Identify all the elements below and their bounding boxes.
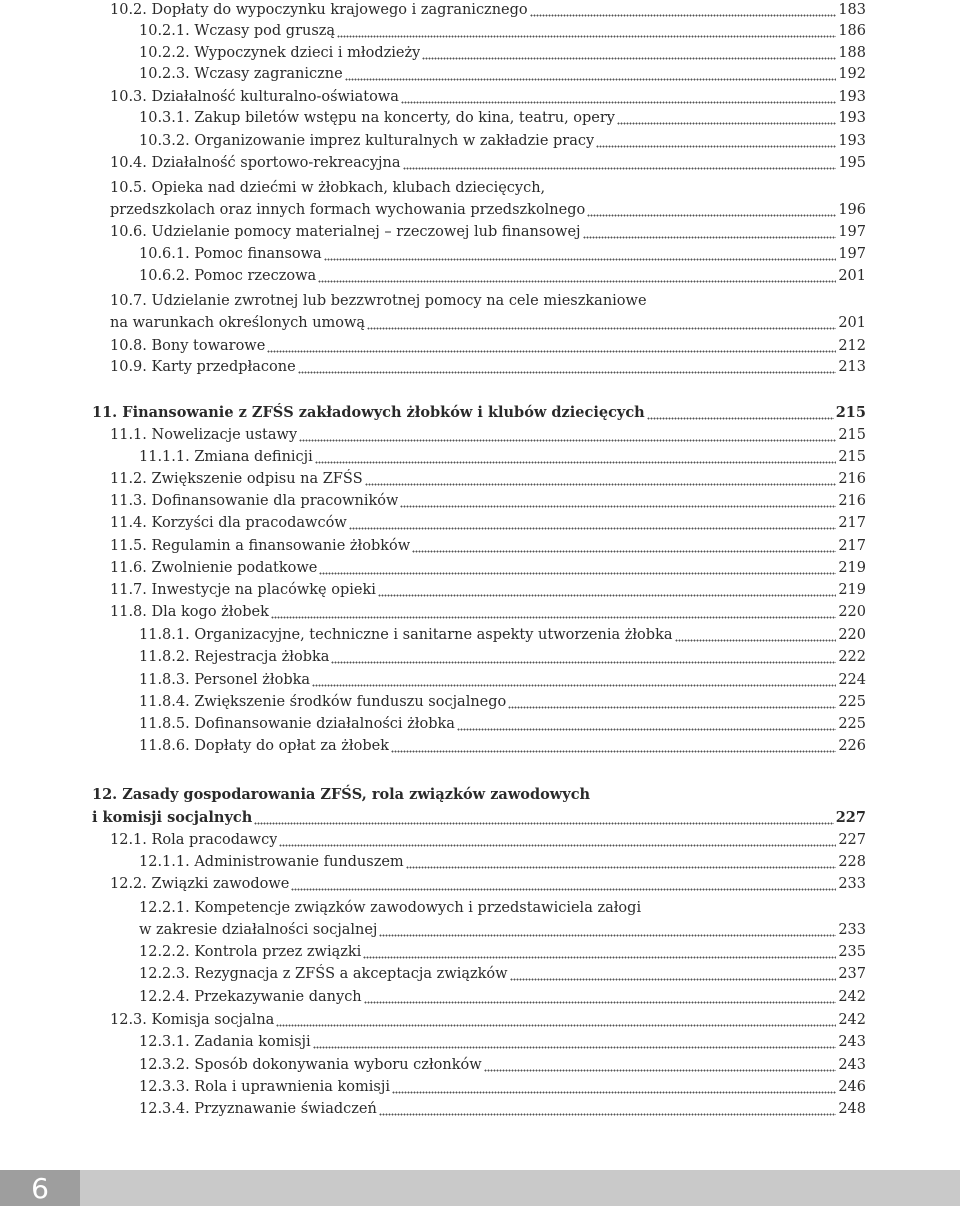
toc-entry-page: 217 — [838, 515, 866, 531]
toc-entry — [139, 266, 866, 286]
toc-entry — [139, 942, 866, 962]
toc-entry-page: 183 — [838, 2, 866, 18]
toc-entry-page: 237 — [838, 966, 866, 982]
toc-entry-page: 235 — [838, 944, 866, 960]
toc-entry-page: 219 — [838, 582, 866, 598]
dot-leader — [379, 920, 836, 940]
dot-leader — [457, 714, 836, 734]
dot-leader — [596, 131, 836, 151]
toc-entry-title: 12.3.2. Sposób dokonywania wyboru członków — [139, 1057, 482, 1073]
dot-leader — [391, 736, 836, 756]
dot-leader — [508, 692, 836, 712]
toc-entry-title: 11.1. Nowelizacje ustawy — [110, 427, 298, 443]
dot-leader — [364, 987, 837, 1007]
toc-entry-page: 193 — [838, 110, 866, 126]
page-number: 6 — [0, 1170, 80, 1206]
dot-leader — [363, 942, 836, 962]
toc-entry-title: 11.3. Dofinansowanie dla pracowników — [110, 493, 399, 509]
dot-leader — [312, 670, 836, 690]
toc-entry-page: 195 — [838, 155, 866, 171]
toc-entry — [139, 108, 866, 128]
toc-entry-page: 222 — [838, 649, 866, 665]
dot-leader — [379, 1099, 837, 1119]
dot-leader — [267, 336, 836, 356]
toc-entry — [139, 670, 866, 690]
toc-entry-page: 242 — [838, 1012, 866, 1028]
toc-entry — [139, 898, 866, 918]
toc-entry-page: 216 — [838, 493, 866, 509]
toc-entry-page: 201 — [838, 315, 866, 331]
toc-entry — [139, 647, 866, 667]
toc-entry — [139, 692, 866, 712]
toc-entry-page: 246 — [838, 1079, 866, 1095]
toc-entry-page: 201 — [838, 268, 866, 284]
dot-leader — [349, 513, 837, 533]
toc-entry — [110, 874, 866, 894]
dot-leader — [298, 357, 837, 377]
toc-entry-page: 212 — [838, 338, 866, 354]
toc-entry — [110, 336, 866, 356]
toc-entry-page: 224 — [838, 672, 866, 688]
toc-entry-title: 11.8.6. Dopłaty do opłat za żłobek — [139, 738, 389, 754]
dot-leader — [315, 447, 837, 467]
toc-entry-page: 197 — [838, 224, 866, 240]
toc-entry-title: 11. Finansowanie z ZFŚS zakładowych żłobków i klubów dziecięcych — [92, 404, 645, 421]
toc-entry-title: 11.8. Dla kogo żłobek — [110, 604, 269, 620]
toc-entry-page: 193 — [838, 89, 866, 105]
toc-entry — [139, 920, 866, 940]
dot-leader — [617, 108, 836, 128]
toc-entry-page: 248 — [838, 1101, 866, 1117]
toc-entry-page: 233 — [838, 922, 866, 938]
toc-entry-title: 10.9. Karty przedpłacone — [110, 359, 296, 375]
toc-entry — [110, 425, 866, 445]
toc-entry-page: 227 — [838, 832, 866, 848]
toc-entry-title: 12.2.3. Rezygnacja z ZFŚS a akceptacja związków — [139, 966, 508, 982]
toc-entry-title: 12.2.2. Kontrola przez związki — [139, 944, 362, 960]
toc-entry — [139, 64, 866, 84]
toc-entry-page: 216 — [838, 471, 866, 487]
toc-entry — [139, 987, 866, 1007]
toc-entry — [110, 469, 866, 489]
toc-entry — [110, 87, 866, 107]
dot-leader — [318, 266, 836, 286]
toc-entry-title: 11.8.3. Personel żłobka — [139, 672, 311, 688]
dot-leader — [365, 469, 837, 489]
toc-entry — [110, 830, 866, 850]
toc-entry-title: 10.2.1. Wczasy pod gruszą — [139, 23, 336, 39]
toc-entry-page: 215 — [838, 449, 866, 465]
toc-entry — [139, 964, 866, 984]
toc-entry-title: na warunkach określonych umową — [110, 315, 366, 331]
toc-entry-page: 186 — [838, 23, 866, 39]
toc-entry-page: 228 — [838, 854, 866, 870]
toc-entry-title: 11.1.1. Zmiana definicji — [139, 449, 313, 465]
dot-leader — [367, 313, 836, 333]
toc-entry — [110, 536, 866, 556]
toc-entry-title: 11.8.5. Dofinansowanie działalności żłobka — [139, 716, 455, 732]
toc-entry-page: 226 — [838, 738, 866, 754]
toc-entry-title: 10.3.2. Organizowanie imprez kulturalnych w zakładzie pracy — [139, 133, 595, 149]
toc-entry-title: 12.3.3. Rola i uprawnienia komisji — [139, 1079, 390, 1095]
toc-entry — [110, 291, 866, 311]
toc-entry-title: 12.3. Komisja socjalna — [110, 1012, 275, 1028]
toc-entry — [110, 0, 866, 20]
dot-leader — [291, 874, 836, 894]
toc-entry-title: 11.8.4. Zwiększenie środków funduszu socjalnego — [139, 694, 507, 710]
dot-leader — [324, 244, 837, 264]
toc-entry-page: 193 — [838, 133, 866, 149]
toc-entry-title: 11.2. Zwiększenie odpisu na ZFŚS — [110, 471, 363, 487]
dot-leader — [510, 964, 837, 984]
dot-leader — [276, 1010, 836, 1030]
toc-entry-page: 225 — [838, 694, 866, 710]
toc-entry — [139, 736, 866, 756]
toc-entry-title: 12.2.4. Przekazywanie danych — [139, 989, 362, 1005]
toc-entry — [110, 178, 866, 198]
dot-leader — [587, 200, 836, 220]
dot-leader — [401, 87, 836, 107]
footer-bar — [0, 1170, 960, 1206]
toc-entry — [139, 852, 866, 872]
dot-leader — [412, 536, 836, 556]
toc-entry-title: 11.8.1. Organizacyjne, techniczne i sanitarne aspekty utworzenia żłobka — [139, 627, 673, 643]
dot-leader — [337, 21, 836, 41]
toc-entry — [110, 357, 866, 377]
toc-entry-title: 10.2.2. Wypoczynek dzieci i młodzieży — [139, 45, 421, 61]
toc-entry-page: 215 — [835, 404, 866, 421]
toc-entry — [110, 580, 866, 600]
toc-entry-page: 243 — [838, 1034, 866, 1050]
dot-leader — [378, 580, 836, 600]
toc-entry-title: 12.3.4. Przyznawanie świadczeń — [139, 1101, 377, 1117]
dot-leader — [299, 425, 836, 445]
toc-entry — [110, 558, 866, 578]
toc-entry-title: 10.2.3. Wczasy zagraniczne — [139, 66, 343, 82]
toc-entry-title: 10.6. Udzielanie pomocy materialnej – rzeczowej lub finansowej — [110, 224, 581, 240]
toc-entry-page: 220 — [838, 604, 866, 620]
toc-entry — [92, 808, 866, 828]
dot-leader — [319, 558, 836, 578]
toc-entry — [110, 153, 866, 173]
toc-entry-page: 196 — [838, 202, 866, 218]
dot-leader — [392, 1077, 836, 1097]
toc-entry — [139, 244, 866, 264]
dot-leader — [403, 153, 837, 173]
toc-entry-title: 12. Zasady gospodarowania ZFŚS, rola związków zawodowych — [92, 786, 591, 803]
toc-entry — [139, 625, 866, 645]
toc-entry-page: 217 — [838, 538, 866, 554]
toc-entry-title: 10.5. Opieka nad dziećmi w żłobkach, klubach dziecięcych, — [110, 180, 546, 196]
dot-leader — [345, 64, 837, 84]
toc-entry-page: 215 — [838, 427, 866, 443]
dot-leader — [583, 222, 837, 242]
toc-entry-title: 10.8. Bony towarowe — [110, 338, 266, 354]
toc-entry — [92, 403, 866, 423]
dot-leader — [331, 647, 836, 667]
toc-entry-title: 12.3.1. Zadania komisji — [139, 1034, 311, 1050]
toc-entry-title: 10.6.2. Pomoc rzeczowa — [139, 268, 317, 284]
toc-entry-title: przedszkolach oraz innych formach wychowania przedszkolnego — [110, 202, 586, 218]
toc-entry-page: 192 — [838, 66, 866, 82]
toc-entry — [110, 313, 866, 333]
toc-entry-title: 10.4. Działalność sportowo-rekreacyjna — [110, 155, 401, 171]
toc-entry-title: 10.3. Działalność kulturalno-oświatowa — [110, 89, 399, 105]
toc-entry-page: 233 — [838, 876, 866, 892]
dot-leader — [647, 403, 834, 423]
toc-entry-title: w zakresie działalności socjalnej — [139, 922, 378, 938]
toc-entry-page: 213 — [838, 359, 866, 375]
toc-entry — [139, 447, 866, 467]
toc-entry-page: 197 — [838, 246, 866, 262]
toc-entry-page: 220 — [838, 627, 866, 643]
toc-entry-page: 227 — [835, 809, 866, 826]
dot-leader — [279, 830, 836, 850]
toc-entry — [139, 714, 866, 734]
toc-entry-page: 243 — [838, 1057, 866, 1073]
toc-entry — [139, 1032, 866, 1052]
toc-entry-page: 188 — [838, 45, 866, 61]
toc-entry-title: 11.4. Korzyści dla pracodawców — [110, 515, 347, 531]
toc-entry-title: 12.1. Rola pracodawcy — [110, 832, 278, 848]
toc-entry-title: 12.1.1. Administrowanie funduszem — [139, 854, 404, 870]
toc-entry-title: 10.3.1. Zakup biletów wstępu na koncerty, do kina, teatru, opery — [139, 110, 616, 126]
toc-entry — [139, 21, 866, 41]
toc-entry-title: 10.2. Dopłaty do wypoczynku krajowego i zagranicznego — [110, 2, 528, 18]
toc-entry-title: 12.2. Związki zawodowe — [110, 876, 290, 892]
toc-entry — [139, 1099, 866, 1119]
toc-entry-title: 10.7. Udzielanie zwrotnej lub bezzwrotnej pomocy na cele mieszkaniowe — [110, 293, 647, 309]
toc-entry — [110, 222, 866, 242]
dot-leader — [675, 625, 837, 645]
dot-leader — [400, 491, 836, 511]
dot-leader — [271, 602, 836, 622]
toc-entry — [139, 1055, 866, 1075]
dot-leader — [484, 1055, 837, 1075]
dot-leader — [530, 0, 837, 20]
toc-entry — [92, 785, 866, 805]
toc-entry-page: 225 — [838, 716, 866, 732]
toc-entry — [110, 513, 866, 533]
dot-leader — [313, 1032, 837, 1052]
toc-entry — [139, 43, 866, 63]
toc-entry-title: 11.7. Inwestycje na placówkę opieki — [110, 582, 376, 598]
toc-entry — [110, 200, 866, 220]
dot-leader — [254, 808, 833, 828]
toc-entry-title: i komisji socjalnych — [92, 809, 253, 826]
toc-entry — [110, 602, 866, 622]
toc-entry — [110, 491, 866, 511]
toc-entry-title: 11.8.2. Rejestracja żłobka — [139, 649, 330, 665]
toc-entry-page: 242 — [838, 989, 866, 1005]
toc-entry-page: 219 — [838, 560, 866, 576]
toc-entry-title: 11.5. Regulamin a finansowanie żłobków — [110, 538, 411, 554]
toc-entry-title: 11.6. Zwolnienie podatkowe — [110, 560, 318, 576]
toc-entry — [110, 1010, 866, 1030]
toc-entry-title: 12.2.1. Kompetencje związków zawodowych i przedstawiciela załogi — [139, 900, 642, 916]
toc-entry — [139, 1077, 866, 1097]
toc-entry — [139, 131, 866, 151]
toc-entry-title: 10.6.1. Pomoc finansowa — [139, 246, 322, 262]
dot-leader — [406, 852, 837, 872]
dot-leader — [422, 43, 836, 63]
